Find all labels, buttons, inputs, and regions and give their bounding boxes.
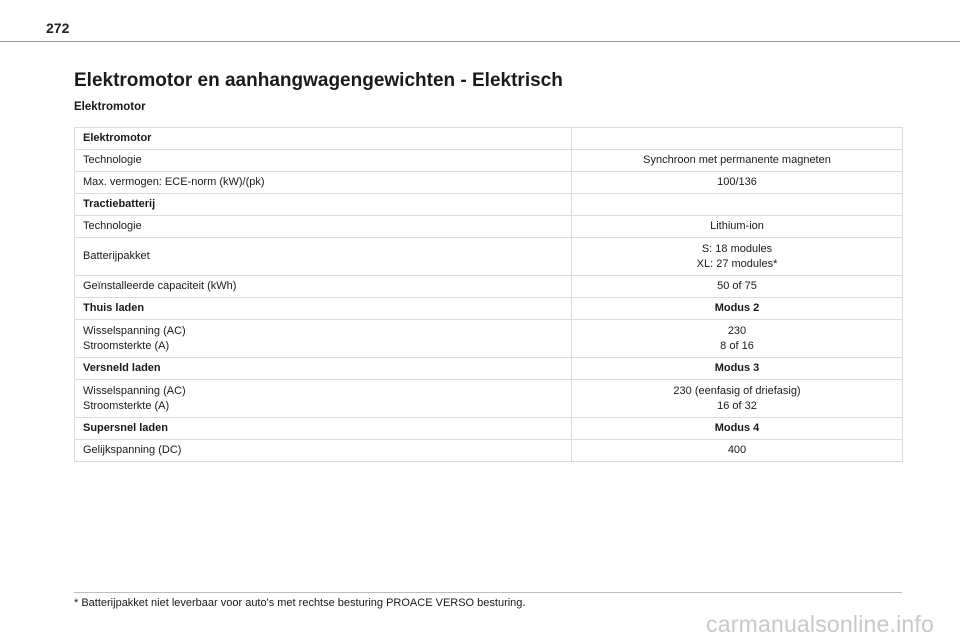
table-section-row [75,194,903,216]
header-divider [0,41,960,42]
cell-text: Modus 2 [714,302,760,314]
table-cell-label [75,320,572,358]
table-cell-value [572,238,903,276]
cell-text: Wisselspanning (AC) [83,384,186,397]
table-cell-value [572,216,903,238]
cell-text: 400 [727,444,747,456]
table-cell-value [572,358,903,380]
cell-text: 230 (eenfasig of driefasig) [673,384,801,397]
table-cell-value [572,194,903,216]
table-cell-label [75,440,572,462]
cell-text: Modus 3 [714,362,760,374]
table-cell-value [572,128,903,150]
table-cell-label [75,358,572,380]
cell-text: 16 of 32 [717,399,757,412]
cell-text: 230 [727,324,747,337]
table-row [75,238,903,276]
cell-text: Versneld laden [83,362,161,374]
table-row [75,150,903,172]
page-number: 272 [46,20,70,36]
table-cell-label [75,216,572,238]
table-section-row [75,418,903,440]
table-cell-label [75,150,572,172]
cell-text: XL: 27 modules* [696,257,778,270]
cell-text: Gelijkspanning (DC) [83,444,182,456]
table-row [75,276,903,298]
page-title: Elektromotor en aanhangwagengewichten - Elektrisch [74,70,563,91]
cell-text: Elektromotor [83,132,152,144]
table-row [75,216,903,238]
cell-text: Lithium-ion [710,220,764,232]
cell-text: Thuis laden [83,302,145,314]
cell-text: Stroomsterkte (A) [83,339,170,352]
watermark: carmanualsonline.info [706,611,934,637]
table-cell-label [75,276,572,298]
cell-text: Synchroon met permanente magneten [643,154,831,166]
cell-text: Stroomsterkte (A) [83,399,170,412]
table-cell-label [75,194,572,216]
table-cell-value [572,418,903,440]
cell-text: Modus 4 [714,422,760,434]
section-subtitle: Elektromotor [74,101,146,113]
cell-text: Technologie [83,154,142,166]
table-cell-label [75,418,572,440]
cell-text: Batterijpakket [83,250,150,262]
cell-text: Technologie [83,220,142,232]
table-cell-label [75,380,572,418]
table-cell-label [75,298,572,320]
table-cell-label [75,172,572,194]
footnote-divider [74,592,902,593]
footnote: * Batterijpakket niet leverbaar voor auto's met rechtse besturing PROACE VERSO besturing. [74,597,526,609]
cell-text: Supersnel laden [83,422,168,434]
table-cell-value [572,320,903,358]
cell-text: Max. vermogen: ECE-norm (kW)/(pk) [83,176,265,188]
cell-text: Tractiebatterij [83,198,156,210]
table-cell-value [572,440,903,462]
table-cell-value [572,298,903,320]
table-cell-value [572,380,903,418]
table-row [75,320,903,358]
specifications-table-body [75,128,903,462]
table-cell-value [572,276,903,298]
table-cell-value [572,172,903,194]
cell-text: 8 of 16 [720,339,754,352]
cell-text: Wisselspanning (AC) [83,324,186,337]
table-cell-label [75,238,572,276]
table-section-row [75,128,903,150]
table-row [75,380,903,418]
cell-text: 100/136 [717,176,757,188]
specifications-table [74,127,903,462]
cell-text: 50 of 75 [717,280,757,292]
cell-text: S: 18 modules [701,242,773,255]
table-row [75,440,903,462]
table-section-row [75,298,903,320]
table-row [75,172,903,194]
table-section-row [75,358,903,380]
table-cell-value [572,150,903,172]
cell-text: Geïnstalleerde capaciteit (kWh) [83,280,237,292]
table-cell-label [75,128,572,150]
